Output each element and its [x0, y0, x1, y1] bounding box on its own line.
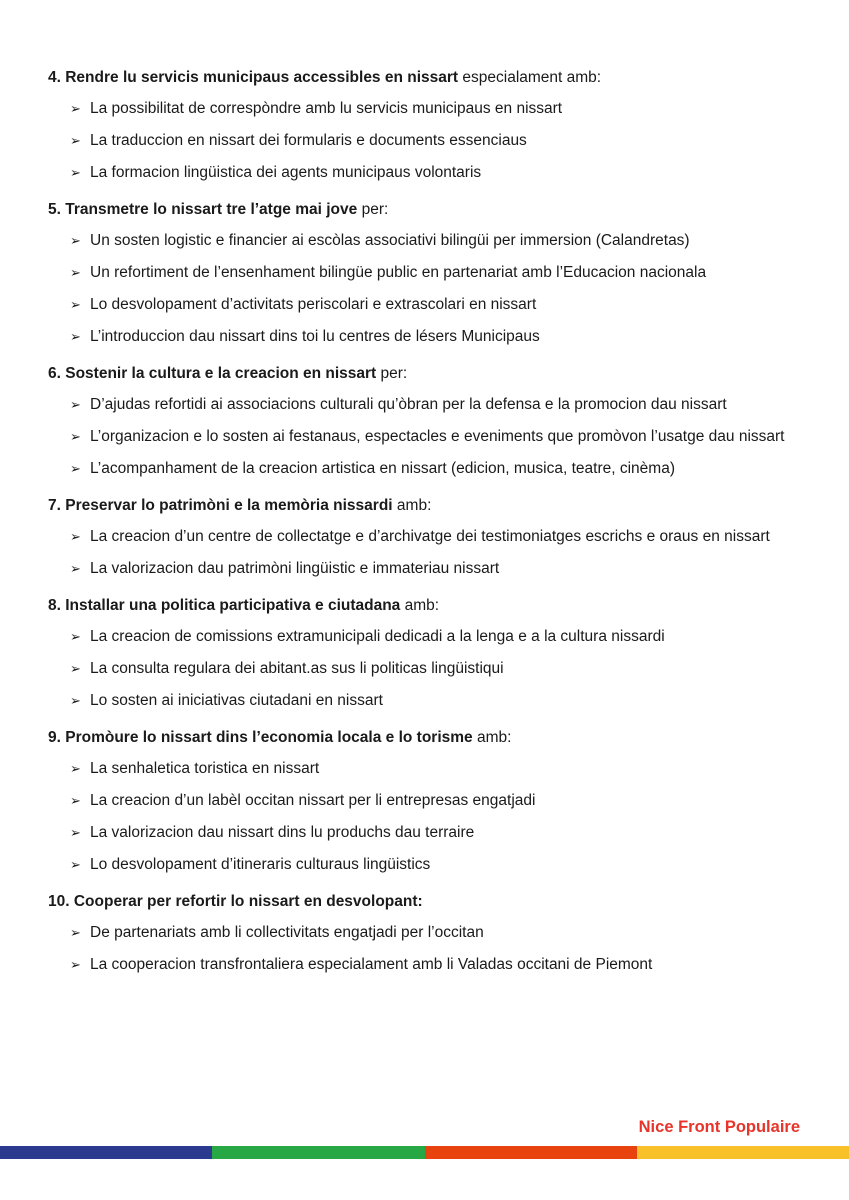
section — [48, 892, 802, 976]
arrow-bullet-icon: ➢ — [70, 133, 81, 148]
stripe-segment — [425, 1146, 637, 1159]
stripe-segment — [212, 1146, 424, 1159]
list-item — [70, 853, 802, 876]
arrow-bullet-icon: ➢ — [70, 297, 81, 312]
arrow-bullet-icon: ➢ — [70, 101, 81, 116]
arrow-bullet-icon: ➢ — [70, 561, 81, 576]
list-item — [70, 557, 802, 580]
section-heading — [48, 200, 802, 220]
list-item-text: Un refortiment de l’ensenhament bilingüe public en partenariat amb l’Educacion nacionala — [90, 264, 707, 281]
list-item — [70, 789, 802, 812]
arrow-bullet-icon: ➢ — [70, 529, 81, 544]
section — [48, 728, 802, 876]
footer-brand: Nice Front Populaire — [638, 1118, 800, 1136]
list-item — [70, 393, 802, 416]
list-item-text: La possibilitat de correspòndre amb lu servicis municipaus en nissart — [90, 100, 563, 117]
arrow-bullet-icon: ➢ — [70, 693, 81, 708]
section-heading — [48, 496, 802, 516]
bullet-list — [48, 757, 802, 876]
list-item-text: D’ajudas refortidi ai associacions culturali qu’òbran per la defensa e la promocion dau nissart — [90, 396, 727, 413]
section-heading-rest: per: — [357, 201, 389, 218]
arrow-bullet-icon: ➢ — [70, 397, 81, 412]
section-heading-bold: 5. Transmetre lo nissart tre l’atge mai jove — [48, 201, 358, 218]
bullet-list — [48, 97, 802, 184]
list-item — [70, 689, 802, 712]
section-heading — [48, 728, 802, 748]
list-item-text: Lo sosten ai iniciativas ciutadani en nissart — [90, 692, 383, 709]
arrow-bullet-icon: ➢ — [70, 661, 81, 676]
list-item-text: La valorizacion dau patrimòni lingüistic e immateriau nissart — [90, 560, 500, 577]
section-heading — [48, 892, 802, 912]
document-body — [48, 68, 802, 992]
arrow-bullet-icon: ➢ — [70, 429, 81, 444]
arrow-bullet-icon: ➢ — [70, 265, 81, 280]
list-item-text: Un sosten logistic e financier ai escòlas associativi bilingüi per immersion (Calandretas) — [90, 232, 690, 249]
section-heading-rest: amb: — [472, 729, 512, 746]
list-item-text: La traduccion en nissart dei formularis e documents essenciaus — [90, 132, 527, 149]
list-item-text: La valorizacion dau nissart dins lu produchs dau terraire — [90, 824, 475, 841]
list-item-text: La senhaletica toristica en nissart — [90, 760, 320, 777]
arrow-bullet-icon: ➢ — [70, 793, 81, 808]
section — [48, 596, 802, 712]
section-heading-rest: amb: — [400, 597, 440, 614]
bullet-list — [48, 921, 802, 976]
list-item — [70, 525, 802, 548]
list-item — [70, 953, 802, 976]
list-item — [70, 757, 802, 780]
stripe-segment — [637, 1146, 849, 1159]
arrow-bullet-icon: ➢ — [70, 329, 81, 344]
color-stripe — [0, 1146, 849, 1159]
list-item-text: Lo desvolopament d’activitats periscolari e extrascolari en nissart — [90, 296, 537, 313]
list-item — [70, 229, 802, 252]
section-heading-bold: 9. Promòure lo nissart dins l’economia locala e lo torisme — [48, 729, 473, 746]
list-item — [70, 129, 802, 152]
arrow-bullet-icon: ➢ — [70, 925, 81, 940]
section — [48, 496, 802, 580]
section-heading-bold: 6. Sostenir la cultura e la creacion en nissart — [48, 365, 377, 382]
list-item-text: La creacion de comissions extramunicipali dedicadi a la lenga e a la cultura nissardi — [90, 628, 665, 645]
section — [48, 200, 802, 348]
list-item — [70, 657, 802, 680]
section-heading-bold: 10. Cooperar per refortir lo nissart en desvolopant: — [48, 893, 423, 910]
list-item-text: Lo desvolopament d’itineraris culturaus lingüistics — [90, 856, 431, 873]
list-item — [70, 97, 802, 120]
stripe-segment — [0, 1146, 212, 1159]
list-item-text: L’introduccion dau nissart dins toi lu centres de lésers Municipaus — [90, 328, 540, 345]
list-item — [70, 425, 802, 448]
bullet-list — [48, 229, 802, 348]
bullet-list — [48, 625, 802, 712]
list-item — [70, 821, 802, 844]
arrow-bullet-icon: ➢ — [70, 957, 81, 972]
list-item — [70, 921, 802, 944]
section-heading — [48, 68, 802, 88]
section — [48, 68, 802, 184]
section-heading-rest: especialament amb: — [458, 69, 602, 86]
list-item — [70, 293, 802, 316]
list-item-text: La cooperacion transfrontaliera especialament amb li Valadas occitani de Piemont — [90, 956, 653, 973]
arrow-bullet-icon: ➢ — [70, 857, 81, 872]
arrow-bullet-icon: ➢ — [70, 165, 81, 180]
list-item — [70, 625, 802, 648]
list-item-text: La creacion d’un centre de collectatge e d’archivatge dei testimoniatges escrichs e oraus en nissart — [90, 528, 770, 545]
section-heading-bold: 7. Preservar lo patrimòni e la memòria nissardi — [48, 497, 393, 514]
list-item-text: L’organizacion e lo sosten ai festanaus, espectacles e eveniments que promòvon l’usatge dau nissart — [90, 428, 785, 445]
section — [48, 364, 802, 480]
list-item — [70, 261, 802, 284]
section-heading-rest: amb: — [392, 497, 432, 514]
list-item-text: De partenariats amb li collectivitats engatjadi per l’occitan — [90, 924, 484, 941]
section-heading-rest: per: — [376, 365, 408, 382]
section-heading — [48, 364, 802, 384]
section-heading-bold: 8. Installar una politica participativa e ciutadana — [48, 597, 401, 614]
arrow-bullet-icon: ➢ — [70, 461, 81, 476]
list-item-text: La creacion d’un labèl occitan nissart per li entrepresas engatjadi — [90, 792, 536, 809]
list-item-text: La formacion lingüistica dei agents municipaus volontaris — [90, 164, 482, 181]
section-heading-bold: 4. Rendre lu servicis municipaus accessibles en nissart — [48, 69, 459, 86]
list-item — [70, 325, 802, 348]
arrow-bullet-icon: ➢ — [70, 629, 81, 644]
list-item-text: L’acompanhament de la creacion artistica en nissart (edicion, musica, teatre, cinèma) — [90, 460, 675, 477]
arrow-bullet-icon: ➢ — [70, 233, 81, 248]
bullet-list — [48, 393, 802, 480]
section-heading — [48, 596, 802, 616]
list-item — [70, 161, 802, 184]
arrow-bullet-icon: ➢ — [70, 761, 81, 776]
list-item — [70, 457, 802, 480]
list-item-text: La consulta regulara dei abitant.as sus li politicas lingüistiqui — [90, 660, 504, 677]
arrow-bullet-icon: ➢ — [70, 825, 81, 840]
bullet-list — [48, 525, 802, 580]
